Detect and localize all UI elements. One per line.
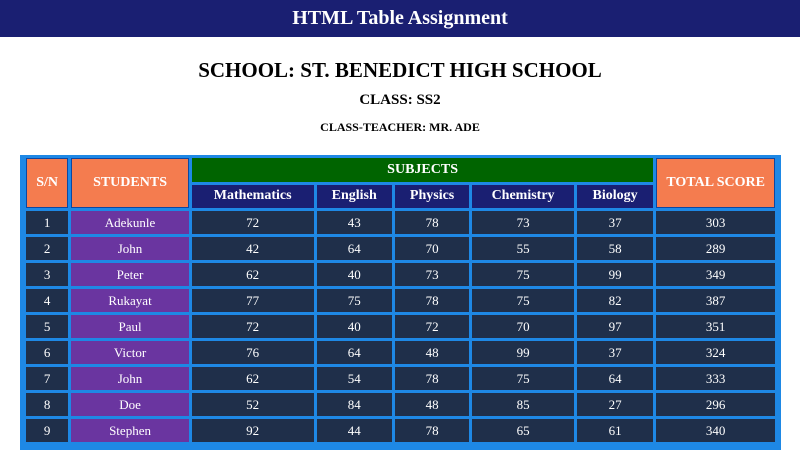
sn-cell: 3 [26,263,68,286]
total-score-cell: 351 [656,315,775,338]
score-cell: 75 [472,263,574,286]
page-title: HTML Table Assignment [292,7,508,29]
score-cell: 42 [192,237,314,260]
score-cell: 75 [472,289,574,312]
score-table-container [20,155,781,450]
score-table [23,155,778,445]
sn-cell: 4 [26,289,68,312]
score-cell: 58 [577,237,653,260]
score-cell: 40 [317,315,392,338]
score-cell: 43 [317,211,392,234]
total-score-cell: 340 [656,419,775,442]
score-cell: 48 [395,341,469,364]
header-subject: Biology [577,185,653,209]
score-cell: 73 [395,263,469,286]
score-cell: 72 [192,211,314,234]
sn-cell: 5 [26,315,68,338]
score-cell: 84 [317,393,392,416]
student-name-cell: Stephen [71,419,189,442]
sn-cell: 7 [26,367,68,390]
total-score-cell: 349 [656,263,775,286]
total-score-cell: 296 [656,393,775,416]
total-score-cell: 289 [656,237,775,260]
student-name-cell: Paul [71,315,189,338]
table-row [26,237,775,260]
score-cell: 62 [192,263,314,286]
student-name-cell: Victor [71,341,189,364]
student-name-cell: Rukayat [71,289,189,312]
page-header [0,0,800,37]
score-cell: 78 [395,211,469,234]
score-cell: 99 [577,263,653,286]
score-cell: 65 [472,419,574,442]
total-score-cell: 324 [656,341,775,364]
header-total-score: TOTAL SCORE [656,158,775,208]
score-cell: 40 [317,263,392,286]
score-cell: 54 [317,367,392,390]
table-row [26,393,775,416]
score-cell: 76 [192,341,314,364]
score-cell: 61 [577,419,653,442]
table-row [26,289,775,312]
score-cell: 85 [472,393,574,416]
sn-cell: 6 [26,341,68,364]
score-cell: 77 [192,289,314,312]
score-cell: 78 [395,419,469,442]
score-cell: 44 [317,419,392,442]
score-cell: 37 [577,211,653,234]
score-cell: 73 [472,211,574,234]
student-name-cell: Adekunle [71,211,189,234]
score-cell: 75 [472,367,574,390]
header-subject: Physics [395,185,469,209]
sn-cell: 1 [26,211,68,234]
table-row [26,315,775,338]
student-name-cell: John [71,367,189,390]
score-cell: 70 [472,315,574,338]
table-row [26,419,775,442]
score-cell: 82 [577,289,653,312]
class-heading: CLASS: SS2 [359,92,441,108]
sn-cell: 9 [26,419,68,442]
score-cell: 78 [395,367,469,390]
score-cell: 64 [577,367,653,390]
score-cell: 78 [395,289,469,312]
sn-cell: 8 [26,393,68,416]
score-cell: 27 [577,393,653,416]
score-cell: 62 [192,367,314,390]
header-subject: English [317,185,392,209]
table-row [26,263,775,286]
score-cell: 99 [472,341,574,364]
teacher-heading: CLASS-TEACHER: MR. ADE [320,120,480,134]
header-subject: Chemistry [472,185,574,209]
score-cell: 97 [577,315,653,338]
school-heading: SCHOOL: ST. BENEDICT HIGH SCHOOL [198,58,602,82]
score-cell: 72 [395,315,469,338]
header-sn: S/N [26,158,68,208]
score-cell: 64 [317,237,392,260]
score-cell: 37 [577,341,653,364]
score-cell: 75 [317,289,392,312]
score-cell: 72 [192,315,314,338]
header-subject: Mathematics [192,185,314,209]
score-cell: 52 [192,393,314,416]
student-name-cell: Peter [71,263,189,286]
score-cell: 64 [317,341,392,364]
table-row [26,341,775,364]
student-name-cell: Doe [71,393,189,416]
total-score-cell: 387 [656,289,775,312]
sn-cell: 2 [26,237,68,260]
total-score-cell: 333 [656,367,775,390]
student-name-cell: John [71,237,189,260]
total-score-cell: 303 [656,211,775,234]
score-cell: 70 [395,237,469,260]
header-students: STUDENTS [71,158,189,208]
score-cell: 55 [472,237,574,260]
header-subjects: SUBJECTS [192,158,653,182]
score-cell: 48 [395,393,469,416]
table-row [26,211,775,234]
table-row [26,367,775,390]
score-cell: 92 [192,419,314,442]
